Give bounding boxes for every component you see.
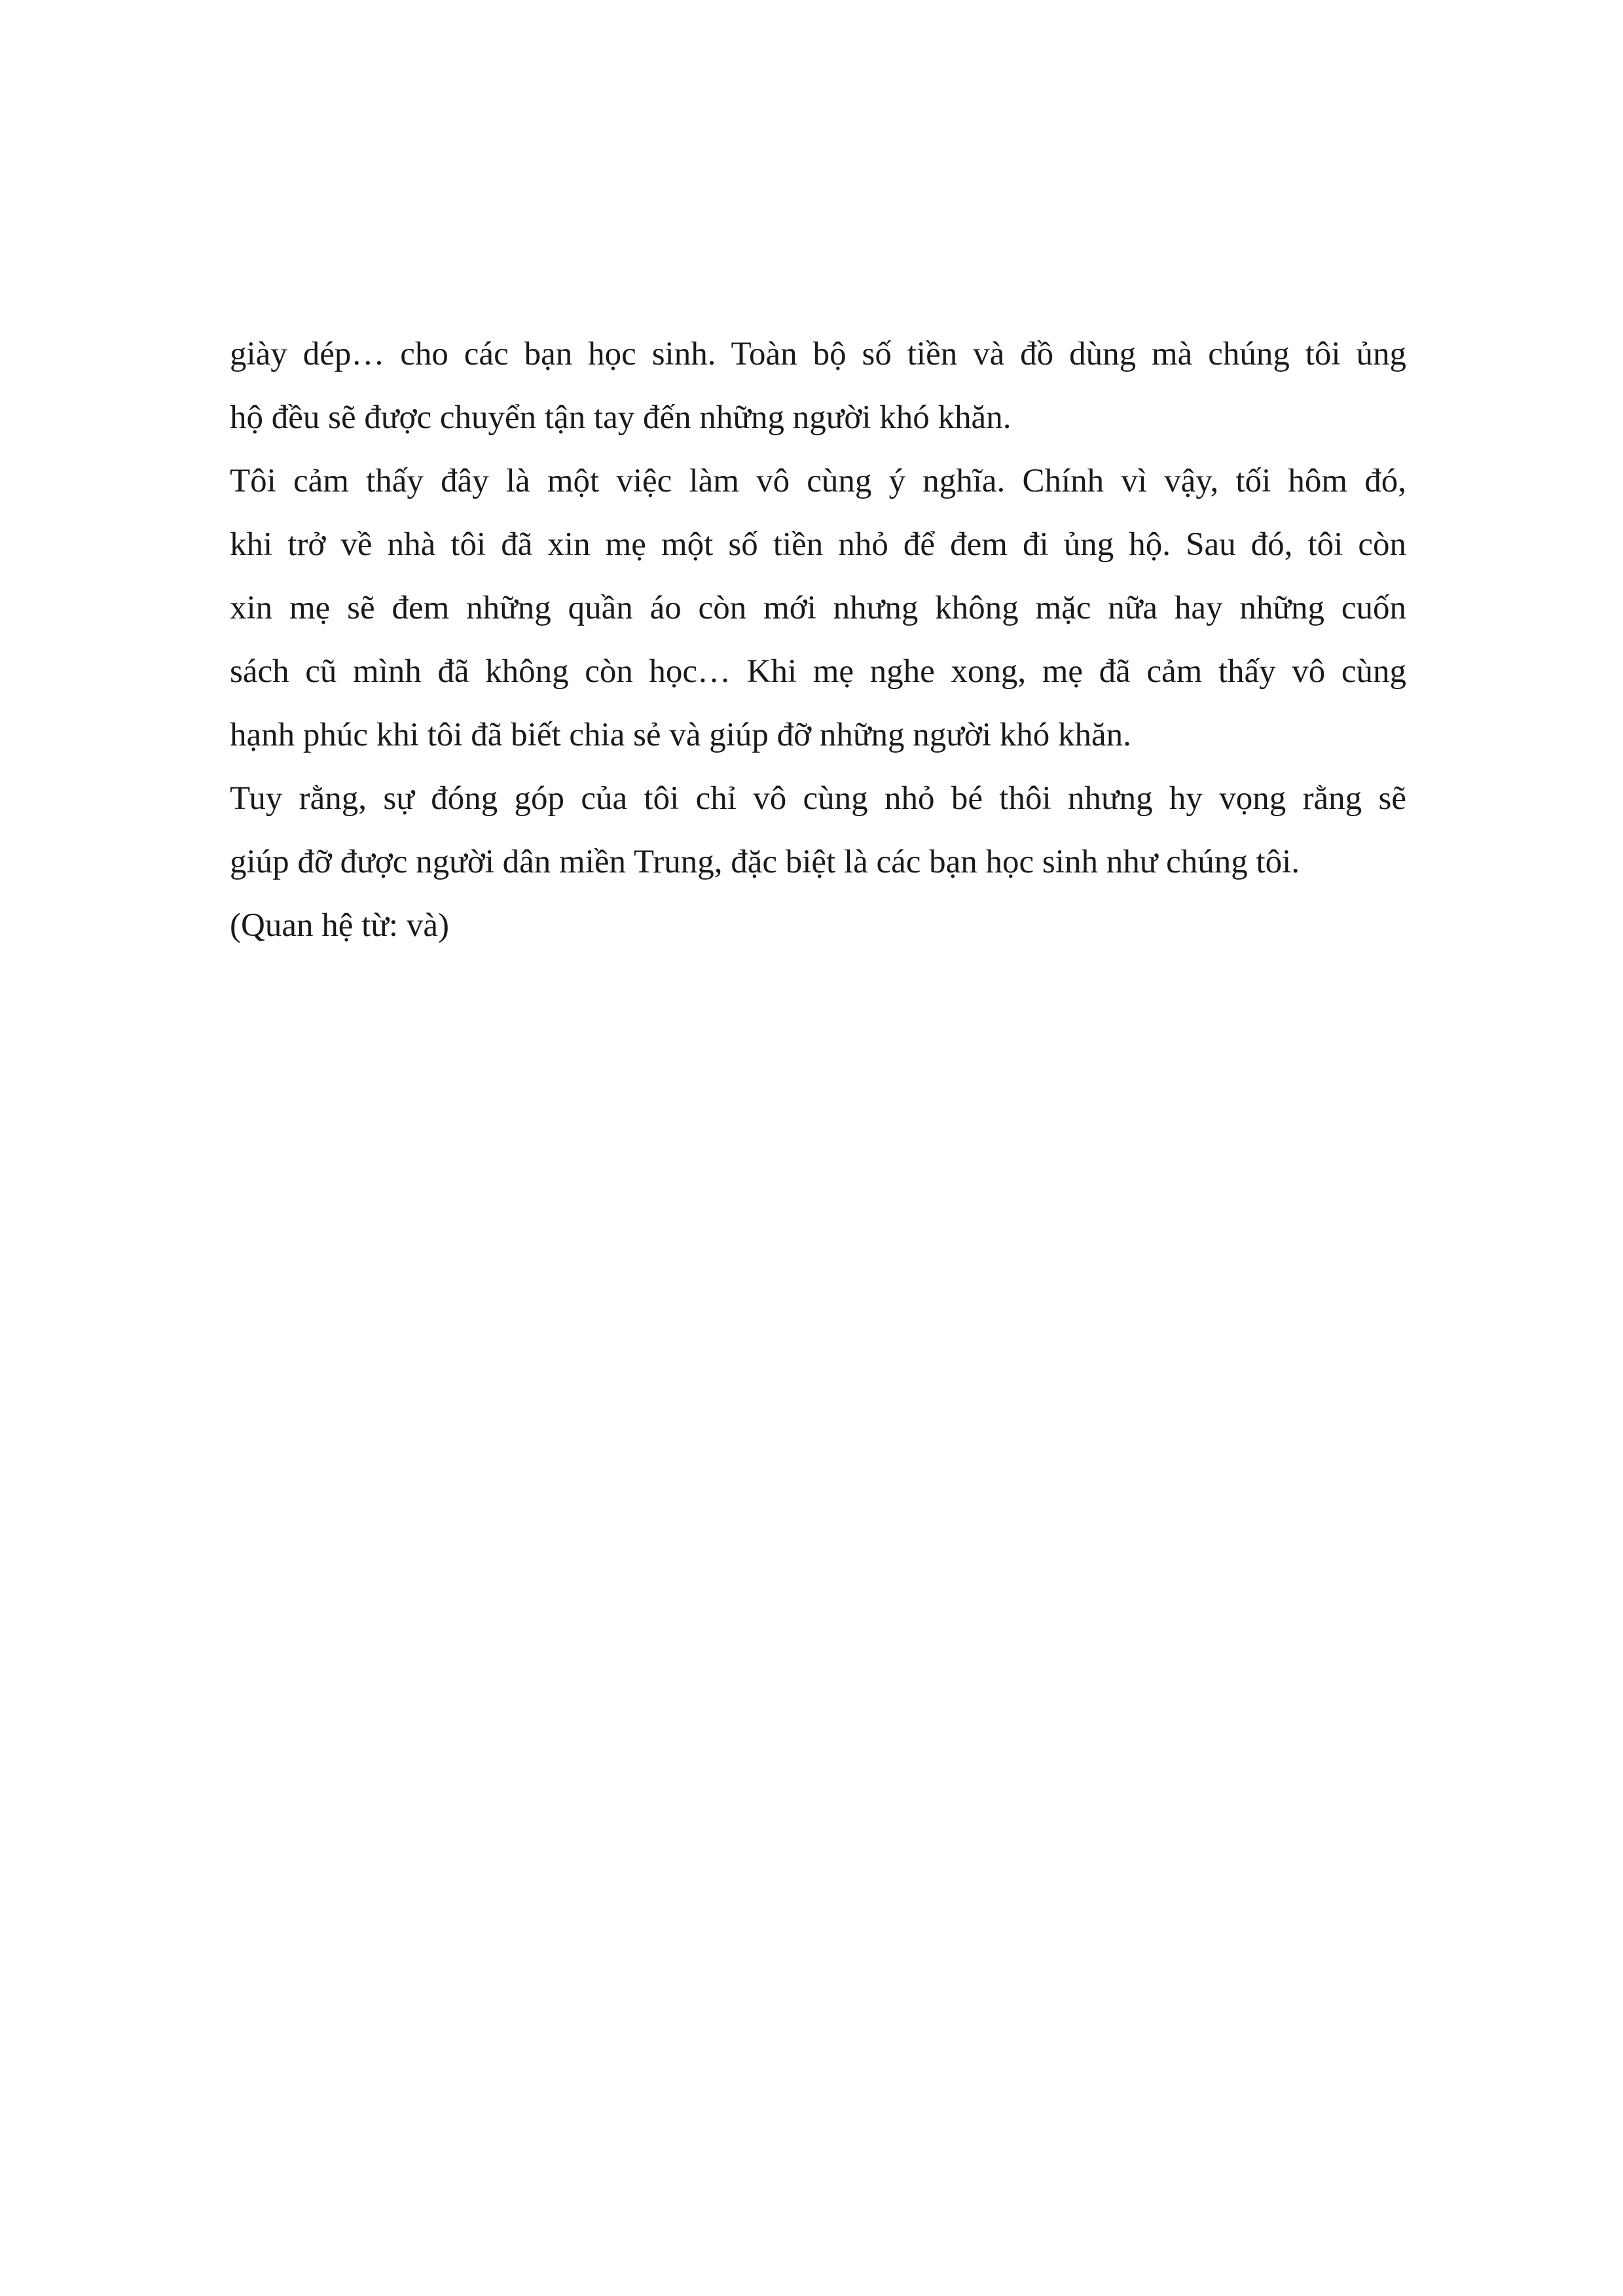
body-text: [230, 323, 1406, 958]
text-line: sách cũ mình đã không còn học… Khi mẹ nghe xong, mẹ đã cảm thấy vô cùng: [230, 653, 1406, 690]
text-line: xin mẹ sẽ đem những quần áo còn mới nhưng không mặc nữa hay những cuốn: [230, 590, 1406, 626]
text-line: (Quan hệ từ: và): [230, 907, 449, 944]
text-line: Tôi cảm thấy đây là một việc làm vô cùng ý nghĩa. Chính vì vậy, tối hôm đó,: [230, 463, 1406, 499]
text-line: Tuy rằng, sự đóng góp của tôi chỉ vô cùng nhỏ bé thôi nhưng hy vọng rằng sẽ: [230, 780, 1406, 817]
text-line: giày dép… cho các bạn học sinh. Toàn bộ số tiền và đồ dùng mà chúng tôi ủng: [230, 336, 1406, 372]
text-line: hộ đều sẽ được chuyển tận tay đến những người khó khăn.: [230, 399, 1012, 436]
text-line: giúp đỡ được người dân miền Trung, đặc biệt là các bạn học sinh như chúng tôi.: [230, 844, 1300, 880]
text-line: khi trở về nhà tôi đã xin mẹ một số tiền nhỏ để đem đi ủng hộ. Sau đó, tôi còn: [230, 526, 1406, 563]
text-line: hạnh phúc khi tôi đã biết chia sẻ và giúp đỡ những người khó khăn.: [230, 717, 1131, 753]
